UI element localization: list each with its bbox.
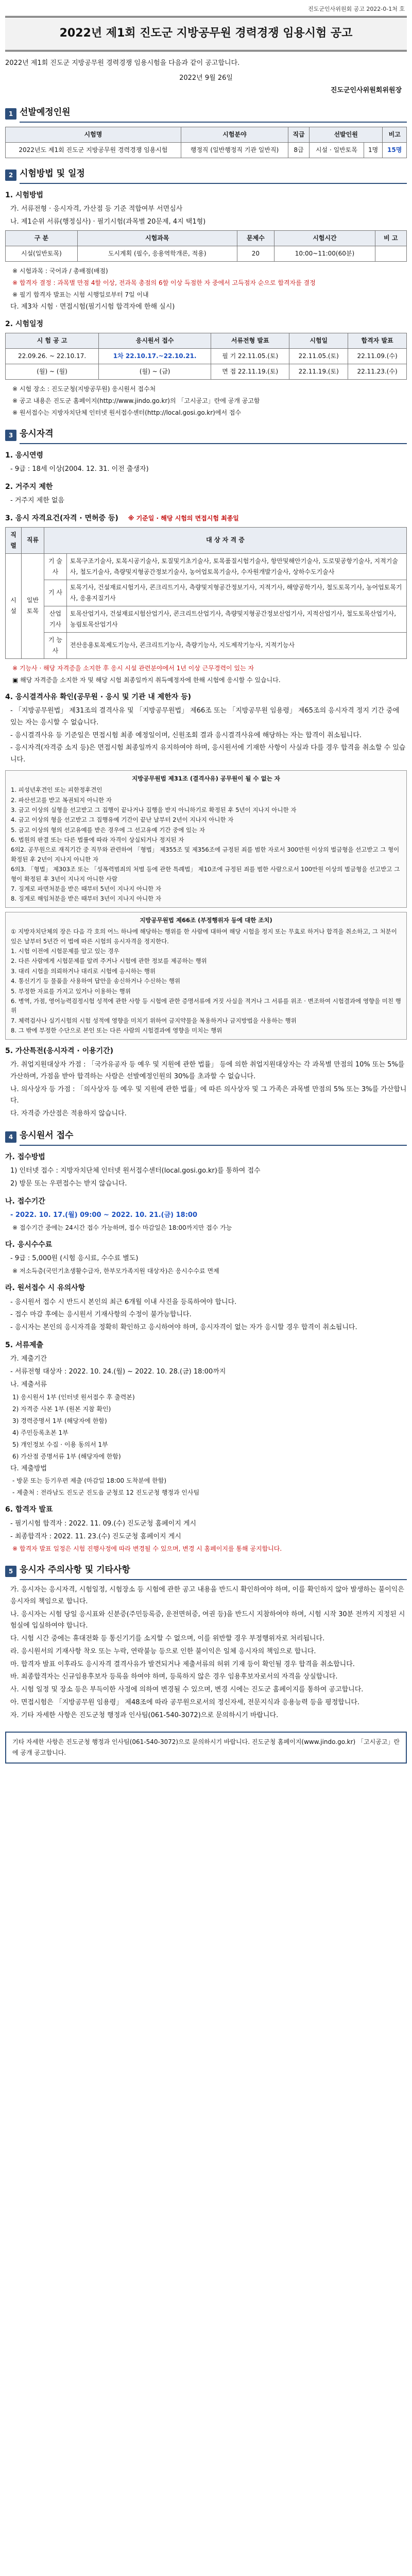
list-item: 다. 제출방법 [10,1464,47,1472]
list-item: 가. 취업지원대상자 가점 : 「국가유공자 등 예우 및 지원에 관한 법률」 등에 의한 취업지원대상자는 각 과목별 만점의 10% 또는 5%를 가산하며, 가점을 받아 합격하는 사람은 선발예정인원의 30%를 초과할 수 없습니다. [10,1061,405,1080]
table-cell: 22.11.09.(수) [348,348,407,364]
law-item: 7. 징계로 파면처분을 받은 때부터 5년이 지나지 아니한 자 [11,885,161,893]
lead-text: 2022년 제1회 진도군 지방공무원 경력경쟁 임용시험을 다음과 같이 공고합니다. [5,59,240,67]
section-title: 응시자 주의사항 및 기타사항 [20,1563,407,1580]
table-cell: 22.11.19.(토) [289,364,348,379]
law-item: 6. 법원의 판결 또는 다른 법률에 따라 자격이 상실되거나 정지된 자 [11,836,184,844]
notice-org: 진도군인사위원회위원장 [330,87,402,95]
list-item: 다. 시험 시간 중에는 휴대전화 등 통신기기를 소지할 수 없으며, 이를 위반할 경우 부정행위자로 처리됩니다. [10,1635,325,1643]
section-3-header [5,427,407,444]
table-header: 비 고 [375,230,406,246]
section-number: 5 [5,1566,16,1577]
section-title: 응시원서 접수 [20,1128,407,1146]
list-item: 2) 방문 또는 우편접수는 받지 않습니다. [10,1179,127,1188]
list-item: - 2022. 10. 17.(월) 09:00 ~ 2022. 10. 21.(금) 18:00 [10,1211,198,1219]
table-cell: 10:00~11:00(60분) [274,246,375,261]
list-item: 사. 시험 일정 및 장소 등은 부득이한 사정에 의하여 변경될 수 있으며, 변경 시에는 진도군 홈페이지를 통하여 공고합니다. [10,1686,364,1694]
section-number: 3 [5,430,16,441]
law-item: 8. 그 밖에 부정한 수단으로 본인 또는 다른 사람의 시험결과에 영향을 미치는 행위 [11,1027,222,1035]
table-cell: 8급 [288,142,310,158]
table-header: 시험과목 [77,230,237,246]
subsection-title: 1. 시험방법 [5,191,44,199]
list-item: 나. 제출서류 [10,1380,47,1388]
law-reference-box [5,912,407,1040]
table-header: 대 상 자 격 증 [44,527,406,553]
law-item: 8. 징계로 해임처분을 받은 때부터 3년이 지나지 아니한 자 [11,895,161,903]
note: ※ 합격자 발표 일정은 시험 진행사정에 따라 변경될 수 있으며, 변경 시 홈페이지를 통해 공지합니다. [12,1545,282,1553]
page-title: 2022년 제1회 진도군 지방공무원 경력경쟁 임용시험 공고 [5,16,407,52]
list-item: 1) 응시원서 1부 (인터넷 원서접수 후 출력본) [12,1393,135,1401]
table-header: 합격자 발표 [348,333,407,348]
table-cell: 22.11.23.(수) [348,364,407,379]
list-item: 나. 응시자는 시험 당일 응시표와 신분증(주민등록증, 운전면허증, 여권 등)을 반드시 지참하여야 하며, 시험 시작 30분 전까지 지정된 시험실에 입실하여야 합니다. [10,1610,405,1630]
table-cell: 토목구조기술사, 토목시공기술사, 토질및기초기술사, 토목품질시험기술사, 항만및해안기술사, 도로및공항기술사, 지적기술사, 철도기술사, 측량및지형공간정보기술사, 농어업토목기술사, 수자원개발기술사, 상하수도기술사 [66,553,406,580]
table-cell: 15명 [383,142,407,158]
list-item: - 「지방공무원법」 제31조의 결격사유 및 「지방공무원법」 제66조 또는 「지방공무원 임용령」 제65조의 응시자격 정지 기간 중에 있는 자는 응시할 수 없습니다. [10,707,400,726]
note: ※ 시험과목 : 국어과 / 총배점(배점) [12,267,108,275]
list-item: - 접수 마감 후에는 응시원서 기재사항의 수정이 불가능합니다. [10,1311,192,1319]
table-cell: 20 [237,246,274,261]
table-cell: 2022년도 제1회 진도군 지방공무원 경력경쟁 임용시험 [6,142,181,158]
note: ※ 접수기간 중에는 24시간 접수 가능하며, 접수 마감일은 18:00까지만 접수 가능 [12,1224,232,1231]
table-cell: (월) ~ (금) [99,364,211,379]
table-header: 직렬 [6,527,22,553]
subsection-title: 5. 가산특전(응시자격 · 이용기간) [5,1046,114,1055]
section-2-header [5,166,407,184]
list-item: - 9급 : 5,000원 (시험 응시료, 수수료 별도) [10,1255,139,1263]
list-item: - 서류전형 대상자 : 2022. 10. 24.(월) ~ 2022. 10. 28.(금) 18:00까지 [10,1368,226,1376]
subsection-title: 가. 접수방법 [5,1153,45,1161]
list-item: - 9급 : 18세 이상(2004. 12. 31. 이전 출생자) [10,465,149,473]
law-item: 6의2. 공무원으로 재직기간 중 직무와 관련하여 「형법」 제355조 및 제356조에 규정된 죄를 범한 자로서 300만원 이상의 벌금형을 선고받고 그 형이 확정된 후 2년이 지나지 아니한 자 [11,846,400,863]
law-item: 4. 금고 이상의 형을 선고받고 그 집행유예 기간이 끝난 날부터 2년이 지나지 아니한 자 [11,816,234,824]
list-item: 2) 자격증 사본 1부 (원본 지참 확인) [12,1405,111,1413]
law-item: 5. 금고 이상의 형의 선고유예를 받은 경우에 그 선고유예 기간 중에 있는 자 [11,826,205,834]
notice-page [5,0,407,1774]
list-item: 가. 제출기간 [10,1355,47,1363]
table-header: 구 분 [6,230,78,246]
table-cell: (월) ~ (월) [6,364,99,379]
law-item: 3. 금고 이상의 실형을 선고받고 그 집행이 끝나거나 집행을 받지 아니하기로 확정된 후 5년이 지나지 아니한 자 [11,806,297,814]
table-cell: 22.09.26. ~ 22.10.17. [6,348,99,364]
contact-footer: 기타 자세한 사항은 진도군청 행정과 인사팀(061-540-3072)으로 문의하시기 바랍니다. 진도군청 홈페이지(www.jindo.go.kr) 「고시공고」란에 공개 공고합니다. [5,1732,407,1764]
table-header: 시험시간 [274,230,375,246]
table-cell: 22.11.05.(토) [289,348,348,364]
table-cell: 1차 22.10.17.~22.10.21. [99,348,211,364]
table-cell: 시설 [6,553,22,658]
subsection-title: 2. 시험일정 [5,320,44,329]
list-item: 4) 주민등록초본 1부 [12,1429,68,1436]
list-item: 자. 기타 자세한 사항은 진도군청 행정과 인사팀(061-540-3072)으로 문의하시기 바랍니다. [10,1711,279,1719]
subsection-title [5,512,407,525]
table-header: 직류 [22,527,44,553]
list-item: 다. 자격증 가산점은 적용하지 않습니다. [10,1110,127,1118]
exam-subject-table [5,230,407,262]
law-reference-title: 지방공무원법 제31조 (결격사유) 공무원이 될 수 없는 자 [132,774,280,782]
list-item: - 거주지 제한 없음 [10,497,64,505]
law-item: 6. 병역, 가점, 영어능력검정시험 성적에 관한 사항 등 시험에 관한 증명서류에 거짓 사실을 적거나 그 서류를 위조 · 변조하여 시험결과에 영향을 미친 행위 [11,997,401,1014]
list-item: 나. 제1순위 서류(행정심사) · 필기시험(과목별 20문제, 4지 택1형) [10,217,206,226]
table-cell: 필 기 22.11.05.(토) [211,348,289,364]
qualification-table [5,527,407,659]
list-item: - 응시자격(자격증 소지 등)은 면접시험 최종일까지 유지하여야 하며, 응시원서에 기재한 사항이 사실과 다를 경우 합격을 취소할 수 있습니다. [10,744,406,764]
list-item: 가. 서류전형 · 응시자격, 가산점 등 기준 적합여부 서면심사 [10,205,183,213]
table-cell: 토목기사, 건설재료시험기사, 콘크리트기사, 측량및지형공간정보기사, 지적기사, 해양공학기사, 철도토목기사, 농어업토목기사, 응용지질기사 [66,580,406,606]
table-header: 문제수 [237,230,274,246]
table-cell: 시설(일반토목) [6,246,78,261]
list-item: 3) 경력증명서 1부 (해당자에 한함) [12,1417,107,1425]
list-item: 다. 제3차 시험 · 면접시험(필기시험 합격자에 한해 실시) [10,302,175,311]
law-item: 7. 체력검사나 실기시험의 시험 성적에 영향을 미치기 위하여 금지약물을 복용하거나 금지방법을 사용하는 행위 [11,1016,297,1024]
table-cell: 전산응용토목제도기능사, 콘크리트기능사, 측량기능사, 지도제작기능사, 지적기능사 [66,632,406,658]
note: ※ 시험 장소 : 진도군청(지방공무원) 응시원서 접수처 [12,385,156,393]
subsection-title: 라. 원서접수 시 유의사항 [5,1284,85,1293]
table-cell: 1명 [364,142,382,158]
list-item: 라. 응시원서의 기재사항 착오 또는 누락, 연락불능 등으로 인한 불이익은 일체 응시자의 책임으로 합니다. [10,1647,316,1655]
table-cell: 기 능 사 [44,632,66,658]
agency-line: 진도군인사위원회 공고 2022-0-1처 호 [308,6,405,12]
note: ※ 공고 내용은 진도군 홈페이지(http://www.jindo.go.kr)의 「고시공고」란에 공개 공고함 [12,397,260,404]
law-item: 5. 부정한 자료를 가지고 있거나 이용하는 행위 [11,987,131,995]
note: ※ 합격자 결정 : 과목별 만점 4할 이상, 전과목 총점의 6할 이상 득점한 자 중에서 고득점자 순으로 합격자를 결정 [12,279,316,286]
subsection-title: 다. 응시수수료 [5,1240,53,1249]
subsection-title: 1. 응시연령 [5,451,44,460]
law-item: 4. 통신기기 등 물품을 사용하여 답안을 송신하거나 수신하는 행위 [11,977,181,985]
table-cell: 면 접 22.11.19.(토) [211,364,289,379]
section-title: 시험방법 및 일정 [20,166,407,184]
table-cell: 행정직 (일반행정직 기관 일반직) [181,142,288,158]
section-title: 응시자격 [20,427,407,444]
table-header: 시험분야 [181,127,288,142]
list-item: - 방문 또는 등기우편 제출 (마감일 18:00 도착분에 한함) [12,1477,167,1485]
subsection-title: 2. 거주지 제한 [5,482,53,491]
note: ▣ 해당 자격증을 소지한 자 및 해당 시험 최종일까지 취득예정자에 한해 시험에 응시할 수 있습니다. [12,676,281,684]
note: ※ 원서접수는 지방자치단체 인터넷 원서접수센터(http://local.gosi.go.kr)에서 접수 [12,409,242,416]
table-cell: 산업기사 [44,606,66,632]
subsection-title: 나. 접수기간 [5,1197,45,1206]
list-item: - 응시결격사유 등 기준일은 면접시험 최종 예정일이며, 신원조회 결과 응시결격사유에 해당하는 자는 합격이 취소됩니다. [10,731,362,739]
list-item: 바. 최종합격자는 신규임용후보자 등록을 하여야 하며, 등록하지 않은 경우 임용후보자로서의 자격을 상실합니다. [10,1673,338,1681]
law-reference-box [5,770,407,908]
law-item: ① 지방자치단체의 장은 다음 각 호의 어느 하나에 해당하는 행위를 한 사람에 대하여 해당 시험을 정지 또는 무효로 하거나 합격을 취소하고, 그 처분이 있은 날부터 5년간 이 법에 따른 시험의 응시자격을 정지한다. [11,928,397,945]
list-item: 아. 면접시험은 「지방공무원 임용령」 제48조에 따라 공무원으로서의 정신자세, 전문지식과 응용능력 등을 평정합니다. [10,1698,360,1706]
list-item: 가. 응시자는 응시자격, 시험일정, 시험장소 등 시험에 관한 공고 내용을 반드시 확인하여야 하며, 이를 확인하지 않아 발생하는 불이익은 응시자의 책임으로 합니다. [10,1586,404,1605]
law-item: 1. 피성년후견인 또는 피한정후견인 [11,786,102,794]
section-5-header [5,1563,407,1580]
list-item: - 응시원서 접수 시 반드시 본인의 최근 6개월 이내 사진을 등록하여야 합니다. [10,1298,237,1306]
note: ※ 기능사 · 해당 자격증을 소지한 후 응시 시설 관련분야에서 1년 이상 근무경력이 있는 자 [12,664,254,672]
list-item: - 최종합격자 : 2022. 11. 23.(수) 진도군청 홈페이지 게시 [10,1532,181,1540]
table-header: 시험명 [6,127,181,142]
table-header: 비고 [383,127,407,142]
table-header: 선발인원 [309,127,382,142]
table-cell: 시설 · 일반토목 [309,142,364,158]
subsection-title: 6. 합격자 발표 [5,1505,53,1514]
table-cell [375,246,406,261]
section-title: 선발예정인원 [20,105,407,123]
note: ※ 기준일 · 해당 시험의 면접시험 최종일 [128,515,239,522]
list-item: 5) 개인정보 수집 · 이용 동의서 1부 [12,1440,108,1448]
note: ※ 필기 합격자 발표는 시험 시행일로부터 7일 이내 [12,291,149,298]
subsection-title: 4. 응시결격사유 확인(공무원 · 응시 및 기관 내 제한자 등) [5,692,192,701]
table-header: 직급 [288,127,310,142]
table-header: 시험일 [289,333,348,348]
law-item: 6의3. 「형법」 제303조 또는 「성폭력범죄의 처벌 등에 관한 특례법」 제10조에 규정된 죄를 범한 사람으로서 100만원 이상의 벌금형을 선고받고 그 형이 확정된 후 3년이 지나지 아니한 사람 [11,866,400,883]
section-number: 1 [5,108,16,120]
list-item: - 제출처 : 전라남도 진도군 진도읍 군청로 12 진도군청 행정과 인사팀 [12,1489,200,1497]
list-item: - 응시자는 본인의 응시자격을 정확히 확인하고 응시하여야 하며, 응시자격이 없는 자가 응시할 경우 합격이 취소됩니다. [10,1324,357,1332]
table-cell: 기 사 [44,580,66,606]
table-cell: 일반토목 [22,553,44,658]
law-item: 2. 파산선고를 받고 복권되지 아니한 자 [11,796,112,804]
schedule-table [5,333,407,380]
table-header: 서류전형 발표 [211,333,289,348]
section-number: 4 [5,1131,16,1143]
list-item: 마. 합격자 발표 이후라도 응시자격 결격사유가 발견되거나 제출서류의 허위 기재 등이 확인될 경우 합격을 취소합니다. [10,1660,355,1668]
list-item: 1) 인터넷 접수 : 지방자치단체 인터넷 원서접수센터(local.gosi.go.kr)를 통하여 접수 [10,1167,261,1175]
law-item: 2. 다른 사람에게 시험문제를 알려 주거나 시험에 관한 정보를 제공하는 행위 [11,957,207,965]
law-item: 1. 시험 이전에 시험문제를 알고 있는 경우 [11,947,119,955]
section-number: 2 [5,170,16,181]
note: ※ 저소득층(국민기초생활수급자, 한부모가족지원 대상자)은 응시수수료 면제 [12,1267,219,1275]
list-item: 나. 의사상자 등 가점 : 「의사상자 등 예우 및 지원에 관한 법률」에 따른 의사상자 및 그 가족은 과목별 만점의 5% 또는 3%를 가산합니다. [10,1085,407,1105]
subsection-label: 3. 응시 자격요건(자격 · 면허증 등) [5,514,118,522]
law-reference-title: 지방공무원법 제66조 (부정행위자 등에 대한 조치) [140,916,272,924]
table-cell: 토목산업기사, 건설재료시험산업기사, 콘크리트산업기사, 측량및지형공간정보산업기사, 지적산업기사, 철도토목산업기사, 농림토목산업기사 [66,606,406,632]
table-cell: 도시계획 (필수, 응용역학개론, 적용) [77,246,237,261]
table-cell: 기 술 사 [44,553,66,580]
table-header: 응시원서 접수 [99,333,211,348]
table-header: 시 험 공 고 [6,333,99,348]
list-item: 6) 가산점 증명서류 1부 (해당자에 한함) [12,1452,121,1460]
list-item: - 필기시험 합격자 : 2022. 11. 09.(수) 진도군청 홈페이지 게시 [10,1519,197,1528]
recruit-table [5,127,407,158]
subsection-title: 5. 서류제출 [5,1341,44,1349]
notice-date: 2022년 9월 26일 [179,74,233,82]
law-item: 3. 대리 시험을 의뢰하거나 대리로 시험에 응시하는 행위 [11,967,156,975]
section-1-header [5,105,407,123]
section-4-header [5,1128,407,1146]
